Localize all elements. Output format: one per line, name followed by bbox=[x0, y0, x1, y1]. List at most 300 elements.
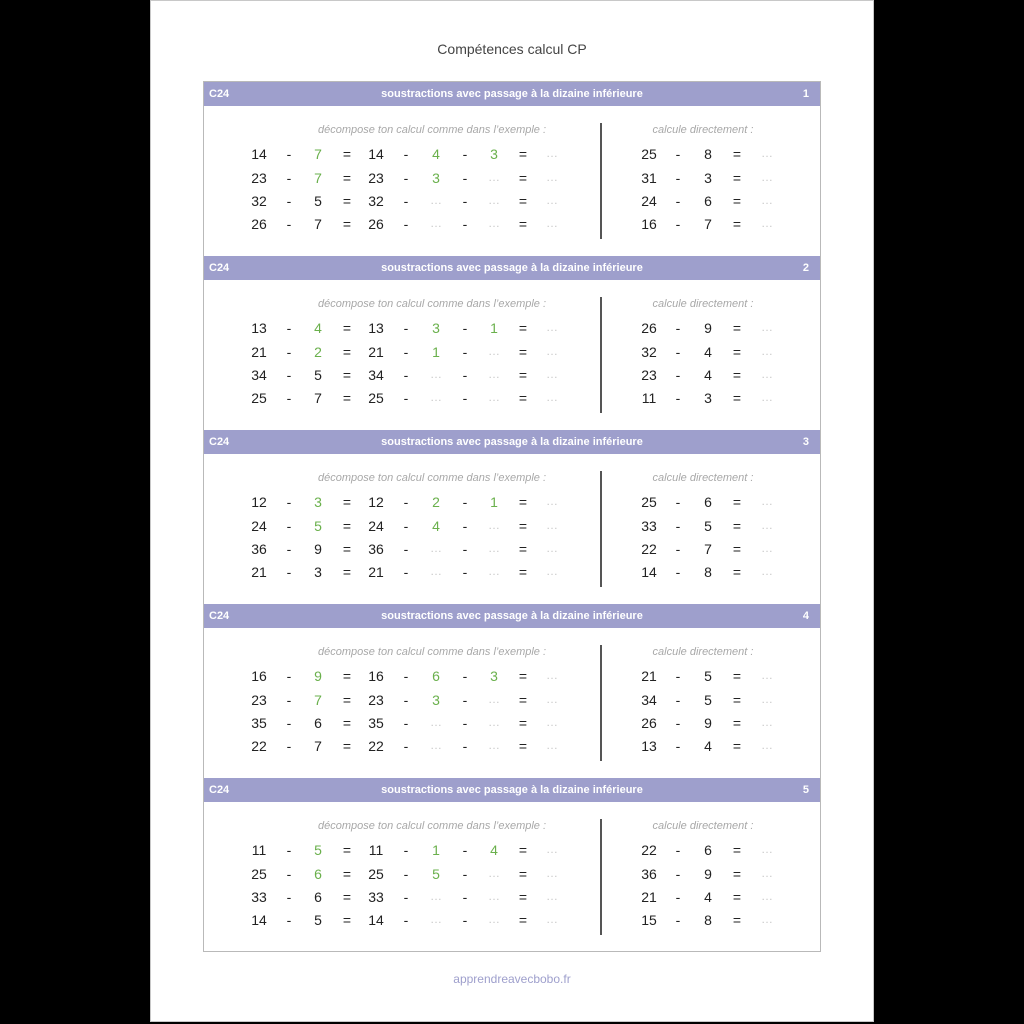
number: 4 bbox=[704, 738, 712, 754]
minus-sign: - bbox=[286, 390, 292, 406]
number: 6 bbox=[704, 842, 712, 858]
number: 15 bbox=[641, 912, 657, 928]
answer-blank[interactable]: … bbox=[546, 170, 558, 184]
number: 14 bbox=[641, 564, 657, 580]
direct-row bbox=[204, 715, 820, 735]
number: 25 bbox=[251, 866, 267, 882]
number: 32 bbox=[641, 344, 657, 360]
number: 23 bbox=[368, 692, 384, 708]
number: 22 bbox=[368, 738, 384, 754]
equals-sign: = bbox=[732, 170, 742, 186]
number: 11 bbox=[368, 842, 384, 858]
answer-blank[interactable]: … bbox=[488, 866, 500, 880]
number: 16 bbox=[641, 216, 657, 232]
answer-blank[interactable]: … bbox=[761, 193, 773, 207]
minus-sign: - bbox=[462, 518, 468, 534]
minus-sign: - bbox=[403, 668, 409, 684]
minus-sign: - bbox=[403, 692, 409, 708]
number: 5 bbox=[432, 866, 440, 882]
number: 5 bbox=[704, 692, 712, 708]
equals-sign: = bbox=[518, 738, 528, 754]
equals-sign: = bbox=[342, 193, 352, 209]
minus-sign: - bbox=[675, 216, 681, 232]
answer-blank[interactable]: … bbox=[488, 889, 500, 903]
answer-blank[interactable]: … bbox=[546, 564, 558, 578]
direct-row bbox=[204, 146, 820, 166]
number: 14 bbox=[251, 146, 267, 162]
minus-sign: - bbox=[675, 889, 681, 905]
direct-row bbox=[204, 889, 820, 909]
minus-sign: - bbox=[286, 668, 292, 684]
equals-sign: = bbox=[342, 668, 352, 684]
number: 35 bbox=[251, 715, 267, 731]
minus-sign: - bbox=[462, 866, 468, 882]
minus-sign: - bbox=[286, 738, 292, 754]
minus-sign: - bbox=[462, 146, 468, 162]
exercise-section bbox=[204, 82, 820, 256]
answer-blank[interactable]: … bbox=[488, 738, 500, 752]
minus-sign: - bbox=[286, 692, 292, 708]
number: 3 bbox=[432, 692, 440, 708]
minus-sign: - bbox=[403, 866, 409, 882]
answer-blank[interactable]: … bbox=[546, 668, 558, 682]
number: 21 bbox=[251, 564, 267, 580]
answer-blank[interactable]: … bbox=[761, 320, 773, 334]
minus-sign: - bbox=[462, 692, 468, 708]
direct-row bbox=[204, 518, 820, 538]
document-title: Compétences calcul CP bbox=[437, 41, 587, 57]
direct-instruction: calcule directement : bbox=[652, 298, 754, 310]
number: 33 bbox=[641, 518, 657, 534]
number: 23 bbox=[251, 692, 267, 708]
minus-sign: - bbox=[286, 564, 292, 580]
equals-sign: = bbox=[732, 216, 742, 232]
number: 34 bbox=[641, 692, 657, 708]
number: 25 bbox=[368, 866, 384, 882]
direct-row bbox=[204, 320, 820, 340]
answer-blank[interactable]: … bbox=[761, 692, 773, 706]
number: 5 bbox=[314, 912, 322, 928]
minus-sign: - bbox=[675, 541, 681, 557]
direct-row bbox=[204, 193, 820, 213]
equals-sign: = bbox=[342, 494, 352, 510]
direct-row bbox=[204, 344, 820, 364]
equals-sign: = bbox=[518, 344, 528, 360]
minus-sign: - bbox=[286, 193, 292, 209]
answer-blank[interactable]: … bbox=[761, 842, 773, 856]
minus-sign: - bbox=[462, 320, 468, 336]
equals-sign: = bbox=[518, 367, 528, 383]
answer-blank[interactable]: … bbox=[546, 715, 558, 729]
equals-sign: = bbox=[342, 842, 352, 858]
answer-blank[interactable]: … bbox=[761, 889, 773, 903]
equals-sign: = bbox=[342, 866, 352, 882]
number: 24 bbox=[641, 193, 657, 209]
minus-sign: - bbox=[403, 344, 409, 360]
equals-sign: = bbox=[342, 692, 352, 708]
equals-sign: = bbox=[732, 320, 742, 336]
equals-sign: = bbox=[342, 541, 352, 557]
equals-sign: = bbox=[732, 889, 742, 905]
equals-sign: = bbox=[518, 390, 528, 406]
decompose-instruction: décompose ton calcul comme dans l’exemple : bbox=[317, 298, 547, 310]
number: 3 bbox=[432, 170, 440, 186]
number: 25 bbox=[368, 390, 384, 406]
number: 31 bbox=[641, 170, 657, 186]
minus-sign: - bbox=[675, 715, 681, 731]
answer-blank[interactable]: … bbox=[546, 842, 558, 856]
direct-row bbox=[204, 367, 820, 387]
direct-row bbox=[204, 170, 820, 190]
minus-sign: - bbox=[675, 390, 681, 406]
number: 9 bbox=[704, 715, 712, 731]
number: 24 bbox=[368, 518, 384, 534]
answer-blank[interactable]: … bbox=[488, 541, 500, 555]
answer-blank[interactable]: … bbox=[546, 692, 558, 706]
direct-instruction: calcule directement : bbox=[652, 646, 754, 658]
answer-blank[interactable]: … bbox=[761, 866, 773, 880]
number: 1 bbox=[490, 320, 498, 336]
answer-blank[interactable]: … bbox=[488, 367, 500, 381]
number: 23 bbox=[368, 170, 384, 186]
answer-blank[interactable]: … bbox=[546, 320, 558, 334]
number: 21 bbox=[641, 889, 657, 905]
number: 5 bbox=[314, 367, 322, 383]
skill-code: C24 bbox=[209, 436, 230, 448]
answer-blank[interactable]: … bbox=[546, 344, 558, 358]
number: 14 bbox=[251, 912, 267, 928]
exercise-sheet bbox=[203, 81, 821, 952]
answer-blank[interactable]: … bbox=[761, 170, 773, 184]
number: 7 bbox=[704, 216, 712, 232]
number: 6 bbox=[704, 494, 712, 510]
number: 13 bbox=[368, 320, 384, 336]
number: 1 bbox=[432, 842, 440, 858]
equals-sign: = bbox=[518, 692, 528, 708]
minus-sign: - bbox=[403, 541, 409, 557]
number: 7 bbox=[314, 390, 322, 406]
number: 2 bbox=[314, 344, 322, 360]
equals-sign: = bbox=[732, 564, 742, 580]
number: 7 bbox=[314, 170, 322, 186]
answer-blank[interactable]: … bbox=[488, 390, 500, 404]
number: 25 bbox=[641, 146, 657, 162]
section-title: soustractions avec passage à la dizaine inférieure bbox=[381, 784, 643, 796]
equals-sign: = bbox=[732, 842, 742, 858]
section-header bbox=[204, 82, 820, 106]
number: 4 bbox=[704, 889, 712, 905]
number: 4 bbox=[704, 344, 712, 360]
minus-sign: - bbox=[675, 344, 681, 360]
answer-blank[interactable]: … bbox=[761, 668, 773, 682]
minus-sign: - bbox=[286, 320, 292, 336]
minus-sign: - bbox=[403, 912, 409, 928]
answer-blank[interactable]: … bbox=[761, 216, 773, 230]
minus-sign: - bbox=[462, 367, 468, 383]
equals-sign: = bbox=[518, 320, 528, 336]
equals-sign: = bbox=[342, 518, 352, 534]
answer-blank[interactable]: … bbox=[430, 715, 442, 729]
number: 36 bbox=[641, 866, 657, 882]
answer-blank[interactable]: … bbox=[546, 146, 558, 160]
equals-sign: = bbox=[732, 541, 742, 557]
minus-sign: - bbox=[675, 738, 681, 754]
number: 24 bbox=[251, 518, 267, 534]
minus-sign: - bbox=[675, 193, 681, 209]
minus-sign: - bbox=[286, 842, 292, 858]
number: 1 bbox=[432, 344, 440, 360]
answer-blank[interactable]: … bbox=[488, 564, 500, 578]
equals-sign: = bbox=[518, 518, 528, 534]
equals-sign: = bbox=[518, 889, 528, 905]
answer-blank[interactable]: … bbox=[546, 912, 558, 926]
equals-sign: = bbox=[732, 692, 742, 708]
decompose-instruction: décompose ton calcul comme dans l’exemple : bbox=[317, 646, 547, 658]
skill-code: C24 bbox=[209, 784, 230, 796]
answer-blank[interactable]: … bbox=[488, 344, 500, 358]
number: 23 bbox=[641, 367, 657, 383]
minus-sign: - bbox=[403, 390, 409, 406]
minus-sign: - bbox=[403, 715, 409, 731]
minus-sign: - bbox=[462, 564, 468, 580]
minus-sign: - bbox=[462, 344, 468, 360]
direct-row bbox=[204, 216, 820, 236]
decompose-instruction: décompose ton calcul comme dans l’exemple : bbox=[317, 124, 547, 136]
number: 7 bbox=[314, 692, 322, 708]
equals-sign: = bbox=[518, 715, 528, 731]
equals-sign: = bbox=[342, 390, 352, 406]
answer-blank[interactable]: … bbox=[546, 193, 558, 207]
section-header bbox=[204, 430, 820, 454]
number: 3 bbox=[490, 668, 498, 684]
answer-blank[interactable]: … bbox=[430, 564, 442, 578]
number: 2 bbox=[432, 494, 440, 510]
direct-row bbox=[204, 692, 820, 712]
minus-sign: - bbox=[675, 146, 681, 162]
equals-sign: = bbox=[518, 866, 528, 882]
skill-code: C24 bbox=[209, 88, 230, 100]
direct-instruction: calcule directement : bbox=[652, 124, 754, 136]
minus-sign: - bbox=[403, 320, 409, 336]
answer-blank[interactable]: … bbox=[488, 518, 500, 532]
number: 16 bbox=[368, 668, 384, 684]
number: 36 bbox=[251, 541, 267, 557]
minus-sign: - bbox=[403, 494, 409, 510]
answer-blank[interactable]: … bbox=[430, 216, 442, 230]
answer-blank[interactable]: … bbox=[546, 541, 558, 555]
number: 8 bbox=[704, 146, 712, 162]
answer-blank[interactable]: … bbox=[546, 889, 558, 903]
direct-row bbox=[204, 390, 820, 410]
direct-instruction: calcule directement : bbox=[652, 820, 754, 832]
equals-sign: = bbox=[732, 518, 742, 534]
minus-sign: - bbox=[462, 912, 468, 928]
minus-sign: - bbox=[462, 494, 468, 510]
number: 36 bbox=[368, 541, 384, 557]
minus-sign: - bbox=[286, 715, 292, 731]
equals-sign: = bbox=[518, 912, 528, 928]
answer-blank[interactable]: … bbox=[761, 494, 773, 508]
number: 9 bbox=[704, 320, 712, 336]
answer-blank[interactable]: … bbox=[761, 367, 773, 381]
answer-blank[interactable]: … bbox=[761, 564, 773, 578]
minus-sign: - bbox=[403, 738, 409, 754]
answer-blank[interactable]: … bbox=[488, 692, 500, 706]
number: 14 bbox=[368, 146, 384, 162]
number: 21 bbox=[251, 344, 267, 360]
section-number: 1 bbox=[802, 88, 809, 100]
minus-sign: - bbox=[403, 889, 409, 905]
equals-sign: = bbox=[342, 715, 352, 731]
minus-sign: - bbox=[462, 715, 468, 731]
equals-sign: = bbox=[732, 715, 742, 731]
number: 26 bbox=[368, 216, 384, 232]
number: 3 bbox=[314, 564, 322, 580]
answer-blank[interactable]: … bbox=[761, 146, 773, 160]
number: 4 bbox=[704, 367, 712, 383]
number: 1 bbox=[490, 494, 498, 510]
answer-blank[interactable]: … bbox=[430, 367, 442, 381]
number: 6 bbox=[314, 715, 322, 731]
equals-sign: = bbox=[342, 320, 352, 336]
minus-sign: - bbox=[462, 216, 468, 232]
answer-blank[interactable]: … bbox=[430, 912, 442, 926]
answer-blank[interactable]: … bbox=[761, 344, 773, 358]
equals-sign: = bbox=[732, 866, 742, 882]
section-number: 5 bbox=[802, 784, 809, 796]
minus-sign: - bbox=[286, 146, 292, 162]
direct-row bbox=[204, 668, 820, 688]
number: 8 bbox=[704, 912, 712, 928]
equals-sign: = bbox=[732, 668, 742, 684]
number: 16 bbox=[251, 668, 267, 684]
answer-blank[interactable]: … bbox=[488, 193, 500, 207]
number: 3 bbox=[704, 390, 712, 406]
minus-sign: - bbox=[462, 390, 468, 406]
number: 3 bbox=[314, 494, 322, 510]
section-title: soustractions avec passage à la dizaine inférieure bbox=[381, 436, 643, 448]
number: 4 bbox=[432, 518, 440, 534]
minus-sign: - bbox=[675, 320, 681, 336]
number: 21 bbox=[368, 564, 384, 580]
exercise-section bbox=[204, 778, 820, 952]
direct-row bbox=[204, 912, 820, 932]
direct-row bbox=[204, 842, 820, 862]
number: 5 bbox=[704, 518, 712, 534]
section-header bbox=[204, 604, 820, 628]
answer-blank[interactable]: … bbox=[430, 541, 442, 555]
answer-blank[interactable]: … bbox=[761, 518, 773, 532]
answer-blank[interactable]: … bbox=[761, 390, 773, 404]
answer-blank[interactable]: … bbox=[761, 912, 773, 926]
answer-blank[interactable]: … bbox=[546, 367, 558, 381]
equals-sign: = bbox=[518, 564, 528, 580]
answer-blank[interactable]: … bbox=[546, 518, 558, 532]
direct-instruction: calcule directement : bbox=[652, 472, 754, 484]
answer-blank[interactable]: … bbox=[430, 889, 442, 903]
number: 7 bbox=[314, 146, 322, 162]
equals-sign: = bbox=[518, 842, 528, 858]
minus-sign: - bbox=[286, 170, 292, 186]
minus-sign: - bbox=[286, 541, 292, 557]
answer-blank[interactable]: … bbox=[761, 715, 773, 729]
number: 12 bbox=[368, 494, 384, 510]
worksheet-page bbox=[150, 0, 874, 1022]
number: 22 bbox=[251, 738, 267, 754]
equals-sign: = bbox=[518, 170, 528, 186]
answer-blank[interactable]: … bbox=[761, 738, 773, 752]
minus-sign: - bbox=[675, 912, 681, 928]
number: 9 bbox=[704, 866, 712, 882]
equals-sign: = bbox=[342, 170, 352, 186]
number: 9 bbox=[314, 541, 322, 557]
answer-blank[interactable]: … bbox=[546, 390, 558, 404]
equals-sign: = bbox=[732, 193, 742, 209]
minus-sign: - bbox=[286, 216, 292, 232]
number: 6 bbox=[314, 889, 322, 905]
answer-blank[interactable]: … bbox=[488, 715, 500, 729]
number: 32 bbox=[251, 193, 267, 209]
number: 13 bbox=[641, 738, 657, 754]
minus-sign: - bbox=[403, 216, 409, 232]
number: 5 bbox=[314, 193, 322, 209]
number: 13 bbox=[251, 320, 267, 336]
equals-sign: = bbox=[518, 541, 528, 557]
answer-blank[interactable]: … bbox=[430, 738, 442, 752]
section-header bbox=[204, 256, 820, 280]
minus-sign: - bbox=[286, 344, 292, 360]
minus-sign: - bbox=[403, 367, 409, 383]
number: 22 bbox=[641, 842, 657, 858]
equals-sign: = bbox=[342, 564, 352, 580]
minus-sign: - bbox=[675, 518, 681, 534]
answer-blank[interactable]: … bbox=[546, 866, 558, 880]
number: 11 bbox=[641, 390, 657, 406]
equals-sign: = bbox=[518, 668, 528, 684]
number: 11 bbox=[251, 842, 267, 858]
answer-blank[interactable]: … bbox=[488, 170, 500, 184]
answer-blank[interactable]: … bbox=[488, 912, 500, 926]
direct-row bbox=[204, 564, 820, 584]
answer-blank[interactable]: … bbox=[430, 193, 442, 207]
number: 4 bbox=[432, 146, 440, 162]
number: 8 bbox=[704, 564, 712, 580]
decompose-instruction: décompose ton calcul comme dans l’exemple : bbox=[317, 472, 547, 484]
number: 25 bbox=[251, 390, 267, 406]
minus-sign: - bbox=[403, 146, 409, 162]
section-number: 4 bbox=[802, 610, 809, 622]
answer-blank[interactable]: … bbox=[430, 390, 442, 404]
number: 35 bbox=[368, 715, 384, 731]
answer-blank[interactable]: … bbox=[546, 494, 558, 508]
answer-blank[interactable]: … bbox=[488, 216, 500, 230]
minus-sign: - bbox=[675, 564, 681, 580]
number: 34 bbox=[368, 367, 384, 383]
number: 3 bbox=[704, 170, 712, 186]
number: 7 bbox=[314, 216, 322, 232]
number: 34 bbox=[251, 367, 267, 383]
section-title: soustractions avec passage à la dizaine inférieure bbox=[381, 610, 643, 622]
footer-website: apprendreavecbobo.fr bbox=[453, 972, 571, 986]
number: 23 bbox=[251, 170, 267, 186]
number: 4 bbox=[314, 320, 322, 336]
answer-blank[interactable]: … bbox=[546, 738, 558, 752]
answer-blank[interactable]: … bbox=[761, 541, 773, 555]
answer-blank[interactable]: … bbox=[546, 216, 558, 230]
section-title: soustractions avec passage à la dizaine inférieure bbox=[381, 88, 643, 100]
equals-sign: = bbox=[342, 738, 352, 754]
direct-row bbox=[204, 738, 820, 758]
